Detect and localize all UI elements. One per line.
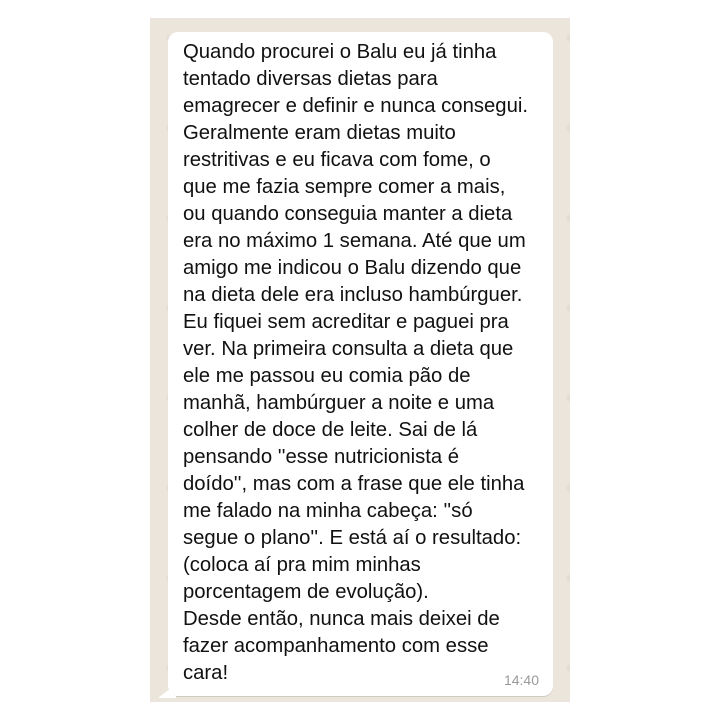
chat-background xyxy=(150,18,570,702)
message-text: Quando procurei o Balu eu já tinha tentado diversas dietas para emagrecer e definir e nunca consegui. Geralmente eram dietas muito restritivas e eu ficava com fome, o que me fazia sempre comer a mais, ou quando conseguia manter a dieta era no máximo 1 semana. Até que um amigo me indicou o Balu dizendo que na dieta dele era incluso hambúrguer. Eu fiquei sem acreditar e paguei pra ver. Na primeira consulta a dieta que ele me passou eu comia pão de manhã, hambúrguer a noite e uma colher de doce de leite. Sai de lá pensando ''esse nutricionista é doído'', mas com a frase que ele tinha me falado na minha cabeça: ''só segue o plano''. E está aí o resultado: (coloca aí pra mim minhas porcentagem de evolução). Desde então, nunca mais deixei de fazer acompanhamento com esse cara! xyxy=(183,41,528,684)
bubble-tail xyxy=(158,684,176,698)
message-bubble[interactable] xyxy=(168,32,553,696)
message-timestamp: 14:40 xyxy=(503,672,539,688)
